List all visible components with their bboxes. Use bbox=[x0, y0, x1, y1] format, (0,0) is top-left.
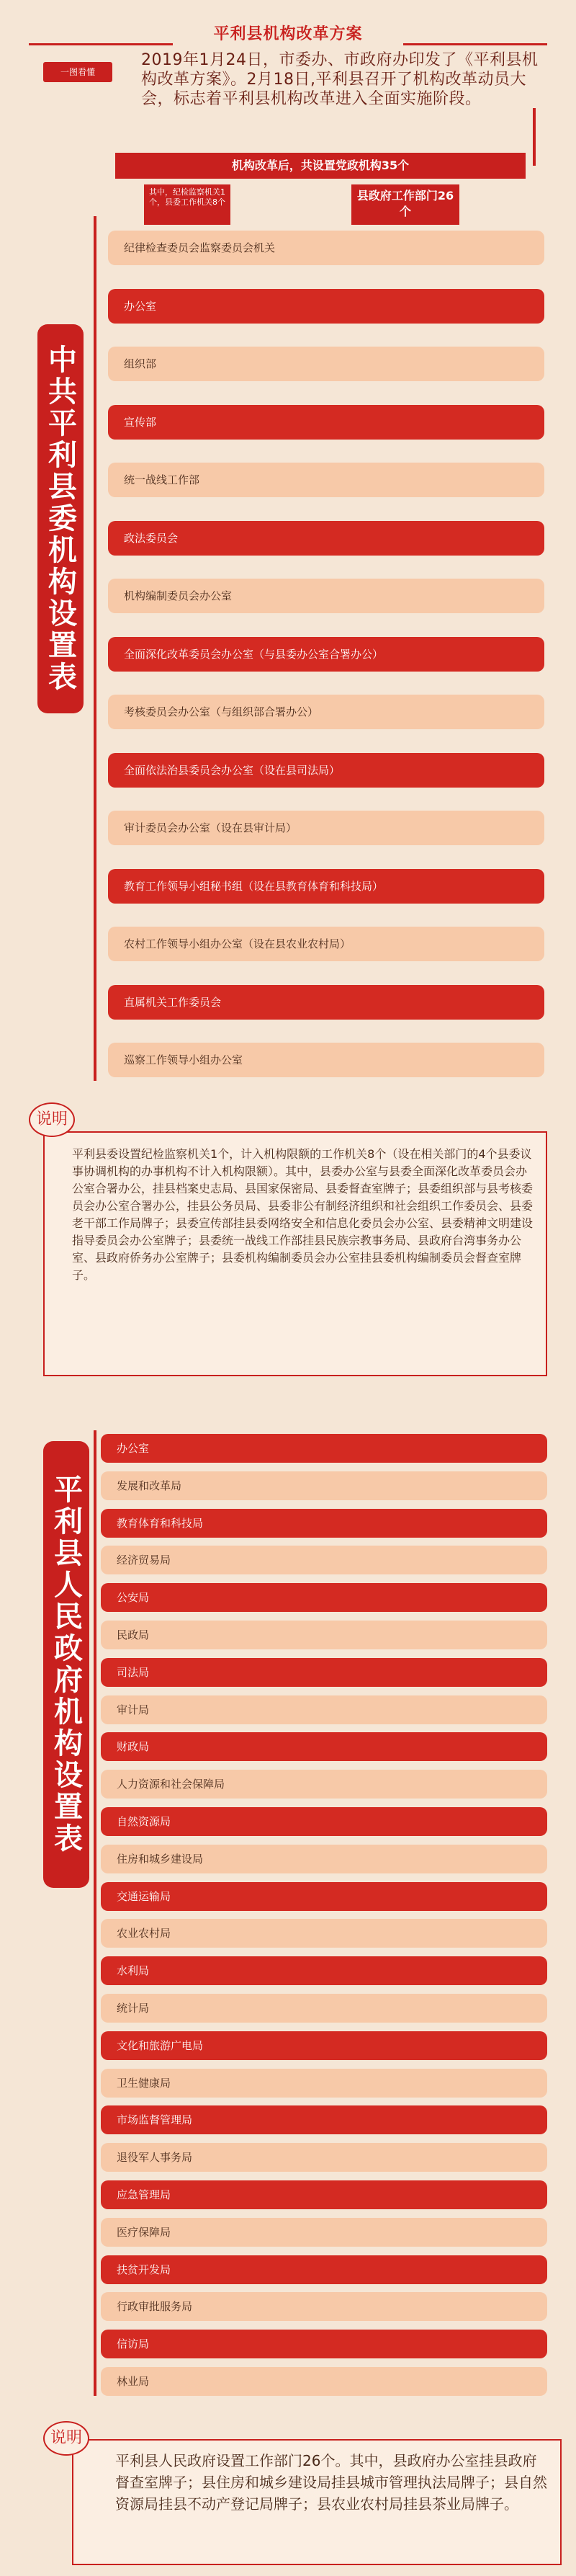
party-section-title: 中共平利县委机构设置表 bbox=[37, 324, 84, 713]
gov-dept-item: 办公室 bbox=[101, 1434, 547, 1463]
gov-dept-item: 退役军人事务局 bbox=[101, 2143, 547, 2172]
title-divider-left bbox=[29, 43, 173, 45]
party-org-item: 统一战线工作部 bbox=[108, 463, 544, 497]
gov-dept-item: 扶贫开发局 bbox=[101, 2255, 547, 2284]
party-org-item: 全面深化改革委员会办公室（与县委办公室合署办公） bbox=[108, 637, 544, 672]
summary-bar: 机构改革后，共设置党政机构35个 bbox=[115, 153, 526, 179]
intro-text: 2019年1月24日，市委办、市政府办印发了《平利县机构改革方案》。2月18日,平利县召开了机构改革动员大会，标志着平利县机构改革进入全面实施阶段。 bbox=[141, 51, 539, 108]
gov-dept-item: 经济贸易局 bbox=[101, 1546, 547, 1574]
party-org-item: 审计委员会办公室（设在县审计局） bbox=[108, 811, 544, 845]
gov-dept-item: 林业局 bbox=[101, 2367, 547, 2396]
party-org-item: 考核委员会办公室（与组织部合署办公） bbox=[108, 695, 544, 729]
gov-dept-item: 文化和旅游广电局 bbox=[101, 2031, 547, 2060]
gov-dept-item: 民政局 bbox=[101, 1621, 547, 1649]
page-title: 平利县机构改革方案 bbox=[213, 25, 363, 43]
gov-dept-item: 住房和城乡建设局 bbox=[101, 1845, 547, 1873]
summary-connector bbox=[533, 108, 536, 166]
gov-dept-item: 发展和改革局 bbox=[101, 1471, 547, 1500]
gov-note-label: 说明 bbox=[43, 2421, 89, 2456]
party-org-item: 全面依法治县委员会办公室（设在县司法局） bbox=[108, 753, 544, 788]
party-count-note: 其中，纪检监察机关1个，县委工作机关8个 bbox=[144, 184, 230, 225]
gov-dept-item: 医疗保障局 bbox=[101, 2218, 547, 2247]
gov-dept-item: 市场监督管理局 bbox=[101, 2105, 547, 2134]
gov-dept-item: 信访局 bbox=[101, 2330, 547, 2358]
party-org-item: 直属机关工作委员会 bbox=[108, 985, 544, 1020]
gov-dept-item: 交通运输局 bbox=[101, 1882, 547, 1911]
party-note-label: 说明 bbox=[29, 1102, 75, 1137]
party-org-item: 机构编制委员会办公室 bbox=[108, 579, 544, 613]
title-divider-right bbox=[403, 43, 547, 45]
party-spine bbox=[94, 216, 96, 1081]
gov-dept-item: 卫生健康局 bbox=[101, 2069, 547, 2098]
gov-dept-item: 人力资源和社会保障局 bbox=[101, 1770, 547, 1799]
gov-dept-item: 农业农村局 bbox=[101, 1919, 547, 1948]
gov-note-text: 平利县人民政府设置工作部门26个。其中，县政府办公室挂县政府督查室牌子；县住房和城乡建设局挂县城市管理执法局牌子；县自然资源局挂县不动产登记局牌子；县农业农村局挂县茶业局牌子。 bbox=[115, 2452, 547, 2513]
gov-count-note: 县政府工作部门26个 bbox=[351, 184, 459, 225]
gov-dept-item: 司法局 bbox=[101, 1658, 547, 1687]
party-org-item: 办公室 bbox=[108, 289, 544, 324]
party-note-text: 平利县委设置纪检监察机关1个，计入机构限额的工作机关8个（设在相关部门的4个县委议事协调机构的办事机构不计入机构限额）。其中，县委办公室与县委全面深化改革委员会办公室合署办公，挂县档案史志局、县国家保密局、县委督查室牌子；县委组织部与县考核委员会办公室合署办公，挂县公务员局、县委非公有制经济组织和社会组织工作委员会、县委老干部工作局牌子；县委宣传部挂县委网络安全和信息化委员会办公室、县委精神文明建设指导委员会办公室牌子；县委统一战线工作部挂县民族宗教事务局、县政府台湾事务办公室、县政府侨务办公室牌子；县委机构编制委员会办公室挂县委机构编制委员会督查室牌子。 bbox=[72, 1147, 534, 1282]
gov-dept-item: 水利局 bbox=[101, 1956, 547, 1985]
gov-dept-item: 行政审批服务局 bbox=[101, 2292, 547, 2321]
gov-dept-item: 自然资源局 bbox=[101, 1807, 547, 1836]
party-org-item: 纪律检查委员会监察委员会机关 bbox=[108, 231, 544, 265]
gov-spine bbox=[94, 1430, 96, 2396]
gov-dept-item: 教育体育和科技局 bbox=[101, 1509, 547, 1538]
party-org-item: 农村工作领导小组办公室（设在县农业农村局） bbox=[108, 927, 544, 961]
party-org-item: 政法委员会 bbox=[108, 521, 544, 556]
party-org-item: 宣传部 bbox=[108, 405, 544, 440]
gov-dept-item: 公安局 bbox=[101, 1583, 547, 1612]
party-org-item: 组织部 bbox=[108, 347, 544, 381]
gov-section-title: 平利县人民政府机构设置表 bbox=[43, 1441, 89, 1888]
gov-dept-item: 财政局 bbox=[101, 1732, 547, 1761]
gov-dept-item: 审计局 bbox=[101, 1695, 547, 1724]
gov-dept-item: 应急管理局 bbox=[101, 2180, 547, 2209]
party-org-item: 巡察工作领导小组办公室 bbox=[108, 1043, 544, 1077]
gov-dept-item: 统计局 bbox=[101, 1994, 547, 2023]
intro-tag: 一图看懂 bbox=[43, 62, 112, 82]
party-org-item: 教育工作领导小组秘书组（设在县教育体育和科技局） bbox=[108, 869, 544, 904]
